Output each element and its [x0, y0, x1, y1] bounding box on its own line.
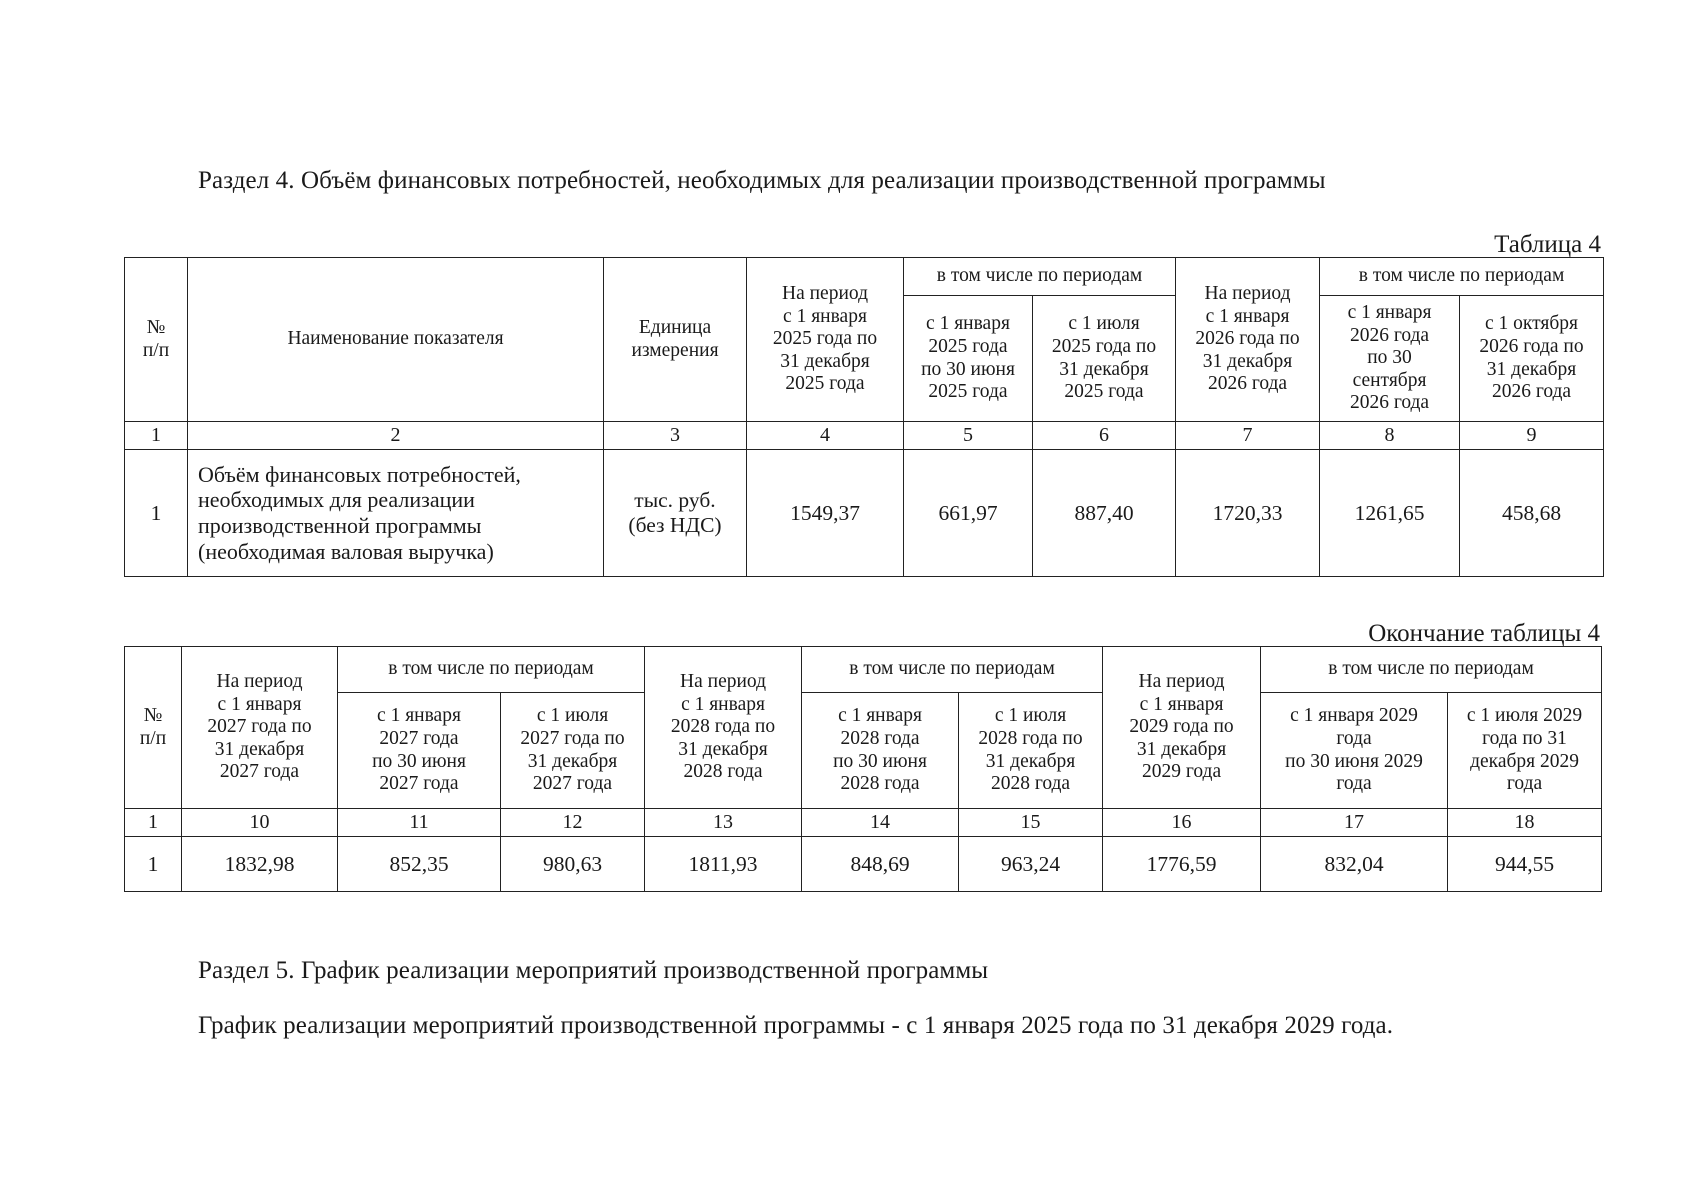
section5-heading: Раздел 5. График реализации мероприятий производственной программы — [198, 957, 989, 984]
header-2025-first-half: с 1 января 2025 года по 30 июня 2025 года — [904, 296, 1033, 422]
header-2028-second-half: с 1 июля 2028 года по 31 декабря 2028 года — [959, 693, 1103, 809]
header-subperiods-2025: в том числе по периодам — [904, 258, 1176, 296]
value-cell: 1720,33 — [1176, 450, 1320, 577]
column-number: 9 — [1460, 422, 1604, 450]
header-period-2026: На период с 1 января 2026 года по 31 декабря 2026 года — [1176, 258, 1320, 422]
column-number: 1 — [125, 422, 188, 450]
value-cell: 980,63 — [501, 837, 645, 892]
header-period-2029: На период с 1 января 2029 года по 31 декабря 2029 года — [1103, 647, 1261, 809]
row-number: 1 — [125, 837, 182, 892]
column-number: 3 — [604, 422, 747, 450]
value-cell: 963,24 — [959, 837, 1103, 892]
column-number: 13 — [645, 809, 802, 837]
value-cell: 848,69 — [802, 837, 959, 892]
value-cell: 1832,98 — [182, 837, 338, 892]
header-subperiods-2029: в том числе по периодам — [1261, 647, 1602, 693]
column-number: 4 — [747, 422, 904, 450]
column-number: 18 — [1448, 809, 1602, 837]
column-number: 17 — [1261, 809, 1448, 837]
column-number: 15 — [959, 809, 1103, 837]
financial-needs-table-continuation — [124, 646, 1602, 892]
column-number: 8 — [1320, 422, 1460, 450]
table-label: Таблица 4 — [1494, 231, 1601, 258]
column-number: 7 — [1176, 422, 1320, 450]
header-period-2028: На период с 1 января 2028 года по 31 декабря 2028 года — [645, 647, 802, 809]
header-2026-jan-sep: с 1 января 2026 года по 30 сентября 2026 года — [1320, 296, 1460, 422]
header-2029-second-half: с 1 июля 2029 года по 31 декабря 2029 года — [1448, 693, 1602, 809]
column-number: 2 — [188, 422, 604, 450]
header-number: № п/п — [125, 647, 182, 809]
header-period-2027: На период с 1 января 2027 года по 31 декабря 2027 года — [182, 647, 338, 809]
indicator-name-cell: Объём финансовых потребностей, необходимых для реализации производственной программы (необходимая валовая выручка) — [188, 450, 604, 577]
value-cell: 1776,59 — [1103, 837, 1261, 892]
column-number: 14 — [802, 809, 959, 837]
header-period-2025: На период с 1 января 2025 года по 31 декабря 2025 года — [747, 258, 904, 422]
column-number: 5 — [904, 422, 1033, 450]
header-unit: Единица измерения — [604, 258, 747, 422]
section4-heading: Раздел 4. Объём финансовых потребностей, необходимых для реализации производственной программы — [198, 167, 1326, 194]
header-2027-first-half: с 1 января 2027 года по 30 июня 2027 года — [338, 693, 501, 809]
header-2025-second-half: с 1 июля 2025 года по 31 декабря 2025 года — [1033, 296, 1176, 422]
value-cell: 1811,93 — [645, 837, 802, 892]
value-cell: 887,40 — [1033, 450, 1176, 577]
value-cell: 944,55 — [1448, 837, 1602, 892]
header-number: № п/п — [125, 258, 188, 422]
value-cell: 661,97 — [904, 450, 1033, 577]
header-indicator-name: Наименование показателя — [188, 258, 604, 422]
header-2027-second-half: с 1 июля 2027 года по 31 декабря 2027 года — [501, 693, 645, 809]
value-cell: 1261,65 — [1320, 450, 1460, 577]
unit-cell: тыс. руб. (без НДС) — [604, 450, 747, 577]
header-subperiods-2028: в том числе по периодам — [802, 647, 1103, 693]
value-cell: 852,35 — [338, 837, 501, 892]
header-2028-first-half: с 1 января 2028 года по 30 июня 2028 года — [802, 693, 959, 809]
header-2026-oct-dec: с 1 октября 2026 года по 31 декабря 2026 года — [1460, 296, 1604, 422]
header-2029-first-half: с 1 января 2029 года по 30 июня 2029 года — [1261, 693, 1448, 809]
column-number: 1 — [125, 809, 182, 837]
continuation-label: Окончание таблицы 4 — [1368, 620, 1600, 647]
financial-needs-table — [124, 257, 1604, 577]
column-number: 16 — [1103, 809, 1261, 837]
row-number: 1 — [125, 450, 188, 577]
column-number: 6 — [1033, 422, 1176, 450]
value-cell: 1549,37 — [747, 450, 904, 577]
header-subperiods-2026: в том числе по периодам — [1320, 258, 1604, 296]
column-number: 10 — [182, 809, 338, 837]
header-subperiods-2027: в том числе по периодам — [338, 647, 645, 693]
column-number: 12 — [501, 809, 645, 837]
column-number: 11 — [338, 809, 501, 837]
value-cell: 832,04 — [1261, 837, 1448, 892]
section5-text: График реализации мероприятий производственной программы - с 1 января 2025 года по 31 декабря 2029 года. — [198, 1012, 1394, 1039]
value-cell: 458,68 — [1460, 450, 1604, 577]
